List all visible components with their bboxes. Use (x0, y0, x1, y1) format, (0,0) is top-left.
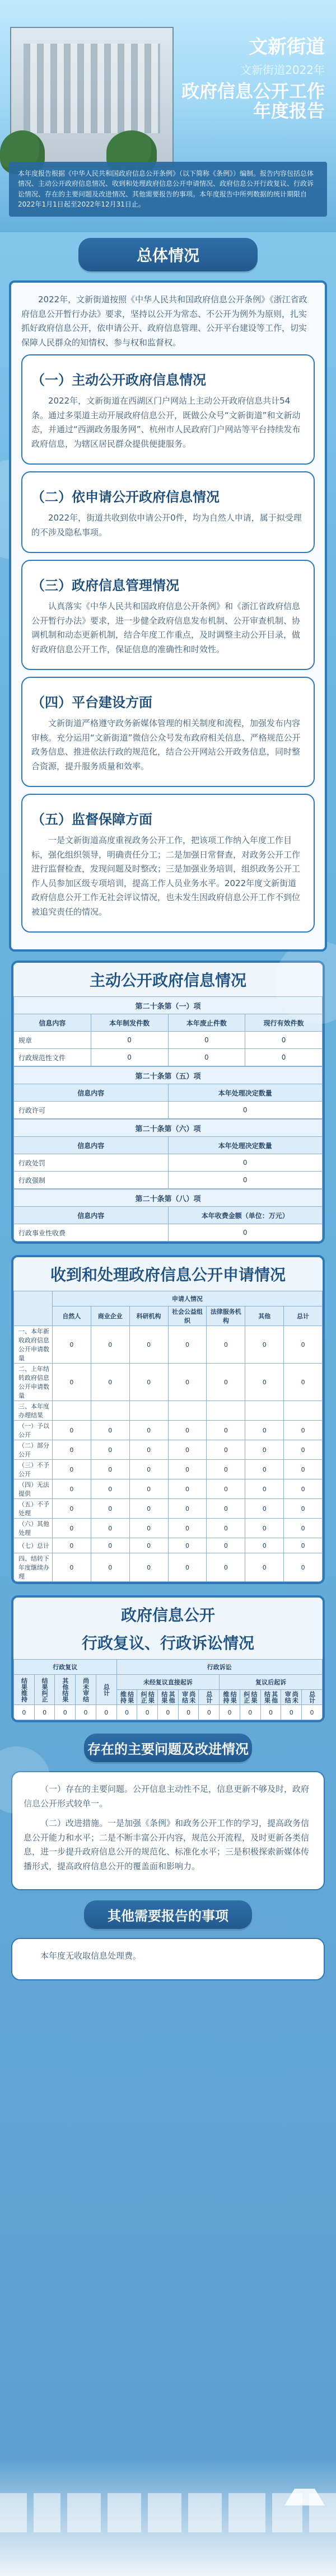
table-header: 尚未审结 (76, 1675, 96, 1705)
table-header: 结果维持 (14, 1675, 35, 1705)
table-cell: 0 (168, 1479, 207, 1499)
table-header: 结果维持 (116, 1690, 137, 1705)
table-cell: 0 (207, 1440, 245, 1460)
report-title-group (181, 31, 325, 121)
table-cell: （二）部分公开 (14, 1440, 53, 1460)
report-title-line: 文新街道 (249, 36, 325, 58)
table-header: 本年收费金额（单位：万元） (168, 1207, 323, 1224)
table-cell: 0 (129, 1326, 168, 1364)
report-title-line: 年度报告 (253, 100, 325, 122)
table-cell: 0 (245, 1440, 284, 1460)
table-cell: 0 (281, 1705, 302, 1720)
table-cell: 0 (220, 1705, 240, 1720)
table-cell: 0 (168, 1172, 323, 1189)
other-card (11, 1938, 325, 1980)
table-cell: 0 (168, 1326, 207, 1364)
table-header: 行政复议 (14, 1660, 117, 1675)
table-header: 结果纠正 (34, 1675, 55, 1705)
sailboat-decoration (284, 2469, 325, 2505)
table-cell: 0 (168, 1364, 207, 1401)
table-cell (207, 1401, 245, 1421)
table-cell: 0 (178, 1705, 199, 1720)
table-cell: 0 (207, 1519, 245, 1538)
table-cell: 0 (168, 1553, 207, 1582)
table-header: 自然人 (52, 1306, 91, 1326)
table-cell: 0 (245, 1460, 284, 1479)
table-cell: 0 (245, 1049, 323, 1066)
table-cell: 0 (207, 1421, 245, 1440)
table-cell: 0 (168, 1519, 207, 1538)
table-cell (245, 1401, 284, 1421)
table-cell: 0 (284, 1440, 323, 1460)
table-header: 尚未审结 (178, 1690, 199, 1705)
table-cell: 0 (129, 1440, 168, 1460)
table-cell: 0 (14, 1705, 35, 1720)
table-cell: 0 (168, 1421, 207, 1440)
table-cell: 0 (52, 1421, 91, 1440)
table-cell: 0 (129, 1538, 168, 1553)
table-header: 其他结果 (158, 1690, 179, 1705)
table-cell: 0 (168, 1440, 207, 1460)
table-header: 科研机构 (129, 1306, 168, 1326)
table-header: 其他结果 (55, 1675, 76, 1705)
table-header: 信息内容 (14, 1084, 169, 1102)
table-header: 社会公益组织 (168, 1306, 207, 1326)
report-intro-note: 本年度报告根据《中华人民共和国政府信息公开条例》（以下简称《条例》）编制。报告内容包括总体情况、主动公开政府信息情况、收到和处理政府信息公开申请情况、政府信息公开行政复议、行政诉讼情况、存在的主要问题及改进情况、其他需要报告的事项。本年度报告中所列数据的统计期限自2022年1月1日起至2022年12月31日止。 (9, 162, 327, 217)
table-cell: 0 (245, 1364, 284, 1401)
table-header (14, 1291, 53, 1326)
other-text: 本年度无收取信息处理费。 (40, 1951, 142, 1961)
table-cell: 0 (284, 1364, 323, 1401)
table-cell: 0 (168, 1499, 207, 1519)
table-cell: 0 (34, 1705, 55, 1720)
overview-card (9, 280, 327, 952)
overview-item-text: 2022年，街道共收到依申请公开0件，均为自然人申请，属于拟受理的不涉及隐私事项。 (31, 513, 302, 537)
table-cell: 0 (260, 1705, 281, 1720)
table-cell: 0 (168, 1102, 323, 1119)
table-cell: 行政处罚 (14, 1154, 169, 1172)
table-header: 总计 (284, 1306, 323, 1326)
report-title-line: 政府信息公开工作 (181, 81, 325, 102)
table-header: 结果纠正 (137, 1690, 158, 1705)
overview-item-title: （五）监督保障方面 (31, 812, 152, 827)
table-cell: （三）不予公开 (14, 1460, 53, 1479)
table-cell: （四）无法提供 (14, 1479, 53, 1499)
table-header: 复议后起诉 (220, 1675, 323, 1690)
table-cell: 0 (52, 1553, 91, 1582)
overview-item-title: （四）平台建设方面 (31, 695, 152, 710)
issues-paragraph: （一）存在的主要问题。公开信息主动性不足，信息更新不够及时，政府信息公开形式较单一。 (24, 1784, 310, 1809)
table-header: 申请人情况 (52, 1291, 322, 1306)
table-cell: （六）其他处理 (14, 1519, 53, 1538)
table-cell: 0 (91, 1553, 129, 1582)
table-cell: 0 (284, 1553, 323, 1582)
table-cell: 0 (207, 1460, 245, 1479)
table-title: 第二十条第（六）项 (14, 1120, 323, 1137)
table-cell: 0 (52, 1440, 91, 1460)
overview-item-title: （一）主动公开政府信息情况 (31, 372, 206, 388)
table-header: 结果维持 (220, 1690, 240, 1705)
table-cell: 三、本年度办理结果 (14, 1401, 53, 1421)
table-cell: 0 (91, 1326, 129, 1364)
review-card (11, 1595, 325, 1722)
table-cell (52, 1401, 91, 1421)
table-cell: 0 (240, 1705, 260, 1720)
active-info-table-1 (13, 996, 323, 1066)
table-cell: 0 (245, 1499, 284, 1519)
table-cell: 0 (284, 1519, 323, 1538)
table-cell: 0 (55, 1705, 76, 1720)
active-info-card (11, 961, 325, 1244)
table-cell (91, 1401, 129, 1421)
table-cell: 0 (91, 1440, 129, 1460)
overview-item-title: （二）依申请公开政府信息情况 (31, 489, 220, 505)
table-cell: 0 (91, 1479, 129, 1499)
table-cell: 0 (52, 1326, 91, 1364)
table-cell: 0 (168, 1154, 323, 1172)
table-title: 第二十条第（五）项 (14, 1067, 323, 1084)
table-cell: 0 (284, 1538, 323, 1553)
table-cell: 0 (284, 1460, 323, 1479)
section-title: 其他需要报告的事项 (84, 1900, 252, 1929)
table-cell: 0 (91, 1499, 129, 1519)
table-header: 总计 (302, 1690, 323, 1705)
table-header: 其他结果 (260, 1690, 281, 1705)
table-cell: 0 (91, 1460, 129, 1479)
table-cell: 0 (284, 1499, 323, 1519)
overview-item-text: 认真落实《中华人民共和国政府信息公开条例》和《浙江省政府信息公开暂行办法》要求，进一步健全政府信息发布机制、公开审查机制、协调机制和动态更新机制，结合年度工作重点，及时调整主动公开目录，做好政府信息公开工作，保证信息的准确性和时效性。 (31, 601, 301, 654)
active-info-table-3 (13, 1119, 323, 1189)
table-cell: 四、结转下年度继续办理 (14, 1553, 53, 1582)
table-cell: 一、本年新收政府信息公开申请数量 (14, 1326, 53, 1364)
overview-item-title: （三）政府信息管理情况 (31, 578, 179, 593)
section-banner-line: 政府信息公开 (13, 1598, 323, 1631)
overview-item-text: 文新街道严格遵守政务新媒体管理的相关制度和流程，加强发布内容审核。充分运用“文新街道”微信公众号发布政府相关信息、严格规范公开政务信息、推进依法行政的规范化，结合公开网站公开政务信息，同时整合资源，提升服务质量和效率。 (31, 718, 301, 771)
table-cell: 0 (91, 1421, 129, 1440)
table-cell: 0 (245, 1421, 284, 1440)
issues-paragraph: （二）改进措施。一是加强《条例》和政务公开工作的学习，提高政务信息公开能力和水平；二是不断丰富公开内容，规范公开流程，及时更新各类信息，进一步提升政府信息公开的规范化、标准化水平；三是积极探索新媒体传播形式，提高政府信息公开的覆盖面和影响力。 (24, 1818, 310, 1871)
table-cell: 0 (168, 1460, 207, 1479)
table-cell (284, 1401, 323, 1421)
active-info-table-4 (13, 1189, 323, 1242)
report-title-line: 文新街道2022年 (240, 63, 325, 77)
table-cell: （五）不予处理 (14, 1499, 53, 1519)
table-cell: 0 (284, 1479, 323, 1499)
table-header: 行政诉讼 (116, 1660, 322, 1675)
table-cell: 0 (245, 1032, 323, 1049)
table-title: 第二十条第（八）项 (14, 1189, 323, 1207)
table-cell: 0 (245, 1519, 284, 1538)
table-cell: 0 (284, 1326, 323, 1364)
table-cell: 行政事业性收费 (14, 1224, 169, 1242)
table-cell: 0 (91, 1538, 129, 1553)
table-cell: 0 (168, 1224, 323, 1242)
table-cell: 0 (91, 1032, 168, 1049)
table-cell: （七）总计 (14, 1538, 53, 1553)
table-cell: 0 (168, 1538, 207, 1553)
table-header: 本年处理决定数量 (168, 1137, 323, 1154)
table-cell: 0 (245, 1538, 284, 1553)
table-cell: 0 (91, 1519, 129, 1538)
table-title: 第二十条第（一）项 (14, 997, 323, 1014)
overview-item-text: 2022年，文新街道在西湖区门户网站上主动公开政府信息共计54条。通过多渠道主动开展政府信息公开，既做公众号“文新街道”和文新动态，并通过“西湖政务服务网”、杭州市人民政府门户网站等平台持续发布政府信息，为辖区居民群众提供便捷服务。 (31, 396, 301, 449)
table-cell: 0 (52, 1519, 91, 1538)
table-cell: 0 (199, 1705, 220, 1720)
table-cell: 0 (158, 1705, 179, 1720)
table-header: 现行有效件数 (245, 1014, 323, 1032)
table-cell (168, 1401, 207, 1421)
active-info-table-2 (13, 1066, 323, 1119)
table-cell (129, 1401, 168, 1421)
table-cell: （一）予以公开 (14, 1421, 53, 1440)
table-cell: 0 (168, 1032, 245, 1049)
table-cell: 0 (284, 1421, 323, 1440)
section-banner-line: 行政复议、行政诉讼情况 (13, 1631, 323, 1659)
table-cell: 0 (129, 1460, 168, 1479)
table-header: 未经复议直接起诉 (116, 1675, 220, 1690)
overview-item-text: 一是文新街道高度重视政务公开工作，把该项工作纳入年度工作目标，强化组织领导，明确责任分工；二是加强日常督查，对政务公开工作进行监督检查，发现问题及时整改；三是加强业务培训，组织政务公开工作人员参加区级专项培训，提高工作人员业务水平。2022年度文新街道政府信息公开工作无社会评议情况，也未发生因政府信息公开工作不到位被追究责任的情况。 (31, 835, 301, 917)
table-cell: 0 (207, 1553, 245, 1582)
overview-item (21, 677, 315, 787)
table-cell: 0 (91, 1364, 129, 1401)
table-cell: 0 (52, 1479, 91, 1499)
requests-card (11, 1255, 325, 1584)
table-cell: 0 (129, 1479, 168, 1499)
section-title: 总体情况 (78, 238, 258, 271)
table-header: 信息内容 (14, 1014, 91, 1032)
table-header: 总计 (96, 1675, 116, 1705)
table-cell: 行政许可 (14, 1102, 169, 1119)
table-header: 本年制发件数 (91, 1014, 168, 1032)
issues-card (11, 1771, 325, 1890)
table-header: 法律服务机构 (207, 1306, 245, 1326)
table-header: 本年废止件数 (168, 1014, 245, 1032)
table-cell: 0 (129, 1499, 168, 1519)
table-cell: 0 (245, 1553, 284, 1582)
table-cell: 0 (245, 1326, 284, 1364)
table-header: 本年处理决定数量 (168, 1084, 323, 1102)
table-cell: 二、上年结转政府信息公开申请数量 (14, 1364, 53, 1401)
requests-table (13, 1291, 323, 1582)
overview-item (21, 560, 315, 670)
table-cell: 0 (96, 1705, 116, 1720)
table-cell: 0 (129, 1553, 168, 1582)
table-cell: 0 (76, 1705, 96, 1720)
review-table (13, 1659, 323, 1720)
table-cell: 0 (207, 1538, 245, 1553)
table-cell: 0 (52, 1538, 91, 1553)
table-cell: 0 (245, 1479, 284, 1499)
table-cell: 0 (207, 1479, 245, 1499)
table-cell: 0 (207, 1499, 245, 1519)
table-cell: 0 (207, 1364, 245, 1401)
overview-item (21, 794, 315, 933)
table-cell: 0 (129, 1364, 168, 1401)
table-cell: 0 (116, 1705, 137, 1720)
table-header: 信息内容 (14, 1137, 169, 1154)
table-cell: 0 (137, 1705, 158, 1720)
section-title: 存在的主要问题及改进情况 (84, 1734, 252, 1762)
table-cell: 0 (207, 1326, 245, 1364)
table-header: 信息内容 (14, 1207, 169, 1224)
table-cell: 行政强制 (14, 1172, 169, 1189)
overview-intro: 2022年，文新街道按照《中华人民共和国政府信息公开条例》《浙江省政府信息公开暂行办法》要求，坚持以公开为常态、不公开为例外为原则，扎实抓好政府信息公开，依申请公开、政府信息管理、公开平台建设等工作，切实保障人民群众的知情权、参与权和监督权。 (21, 294, 307, 348)
table-cell: 0 (52, 1499, 91, 1519)
table-header: 尚未审结 (281, 1690, 302, 1705)
table-cell: 0 (302, 1705, 323, 1720)
table-cell: 0 (168, 1049, 245, 1066)
table-cell: 0 (91, 1049, 168, 1066)
table-cell: 0 (52, 1364, 91, 1401)
table-cell: 0 (129, 1519, 168, 1538)
hero-banner (0, 0, 336, 232)
table-header: 结果纠正 (240, 1690, 260, 1705)
overview-item (21, 354, 315, 465)
table-header: 总计 (199, 1690, 220, 1705)
section-banner: 收到和处理政府信息公开申请情况 (13, 1257, 323, 1291)
table-cell: 0 (52, 1460, 91, 1479)
section-banner: 主动公开政府信息情况 (13, 963, 323, 996)
table-header: 商业企业 (91, 1306, 129, 1326)
table-header: 其他 (245, 1306, 284, 1326)
table-cell: 规章 (14, 1032, 91, 1049)
table-cell: 行政规范性文件 (14, 1049, 91, 1066)
overview-item (21, 471, 315, 553)
table-cell: 0 (129, 1421, 168, 1440)
